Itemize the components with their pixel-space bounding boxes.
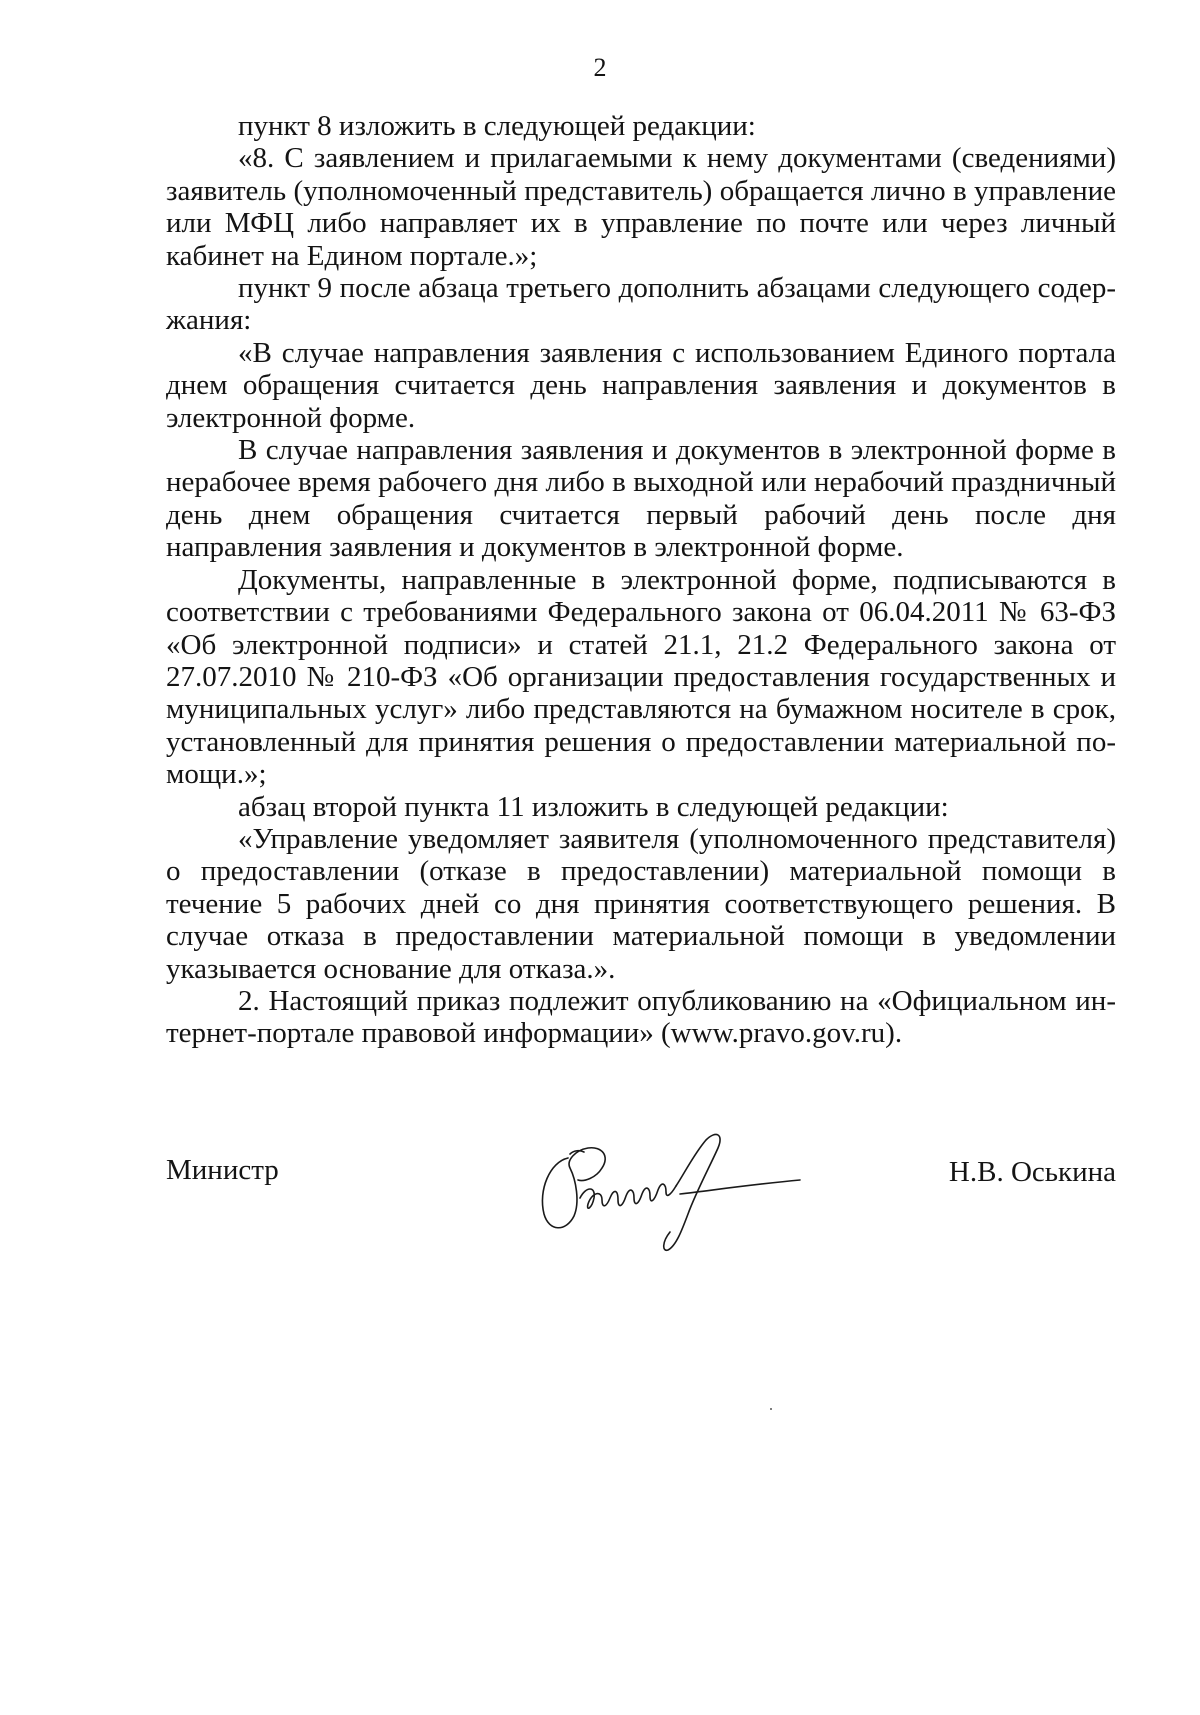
- handwritten-signature: [530, 1128, 810, 1253]
- paragraph: 2. Настоящий приказ подлежит опубликованию на «Официальном интернет-портале правовой информации» (www.pravo.gov.ru).: [166, 984, 1116, 1050]
- paragraph: «Управление уведомляет заявителя (уполномоченного представителя) о предоставлении (отказе в предоставлении) материальной помощи в течение 5 рабочих дней со дня принятия соответствующего решения. В случае отказа в предоставлении материальной помощи в уведомлении указывается основание для отказа.».: [166, 822, 1116, 985]
- page-number: 2: [593, 53, 607, 82]
- signature-block: [166, 1140, 1116, 1260]
- document-body: [166, 110, 1116, 1050]
- paragraph: В случае направления заявления и документов в электронной форме в нерабочее время рабочего дня либо в выходной или нерабочий праздничный день днем обращения считается первый рабочий день после дня направления заявления и документов в электронной форме.: [166, 434, 1116, 564]
- paragraph: пункт 8 изложить в следующей редакции:: [238, 110, 756, 142]
- paragraph: «В случае направления заявления с использованием Единого портала днем обращения считается день направления заявления и документов в электронной форме.: [166, 336, 1116, 434]
- signatory-title: Министр: [166, 1154, 279, 1186]
- paragraph: абзац второй пункта 11 изложить в следующей редакции:: [238, 790, 949, 823]
- paragraph: пункт 9 после абзаца третьего дополнить абзацами следующего содержания:: [166, 272, 1116, 337]
- signatory-name: Н.В. Оськина: [948, 1156, 1116, 1188]
- paragraph: «8. С заявлением и прилагаемыми к нему документами (сведениями) заявитель (уполномоченный представитель) обращается лично в управление или МФЦ либо направляет их в управление по почте или через личный кабинет на Едином портале.»;: [166, 142, 1116, 272]
- scan-speck: [770, 1408, 772, 1410]
- paragraph: Документы, направленные в электронной форме, подписываются в соответствии с требованиями Федерального закона от 06.04.2011 № 63-ФЗ «Об электронной подписи» и статей 21.1, 21.2 Федерального закона от 27.07.2010 № 210-ФЗ «Об организации предоставления государственных и муниципальных услуг» либо представляются на бумажном носителе в срок, установленный для принятия решения о предоставлении материальной помощи.»;: [166, 563, 1116, 791]
